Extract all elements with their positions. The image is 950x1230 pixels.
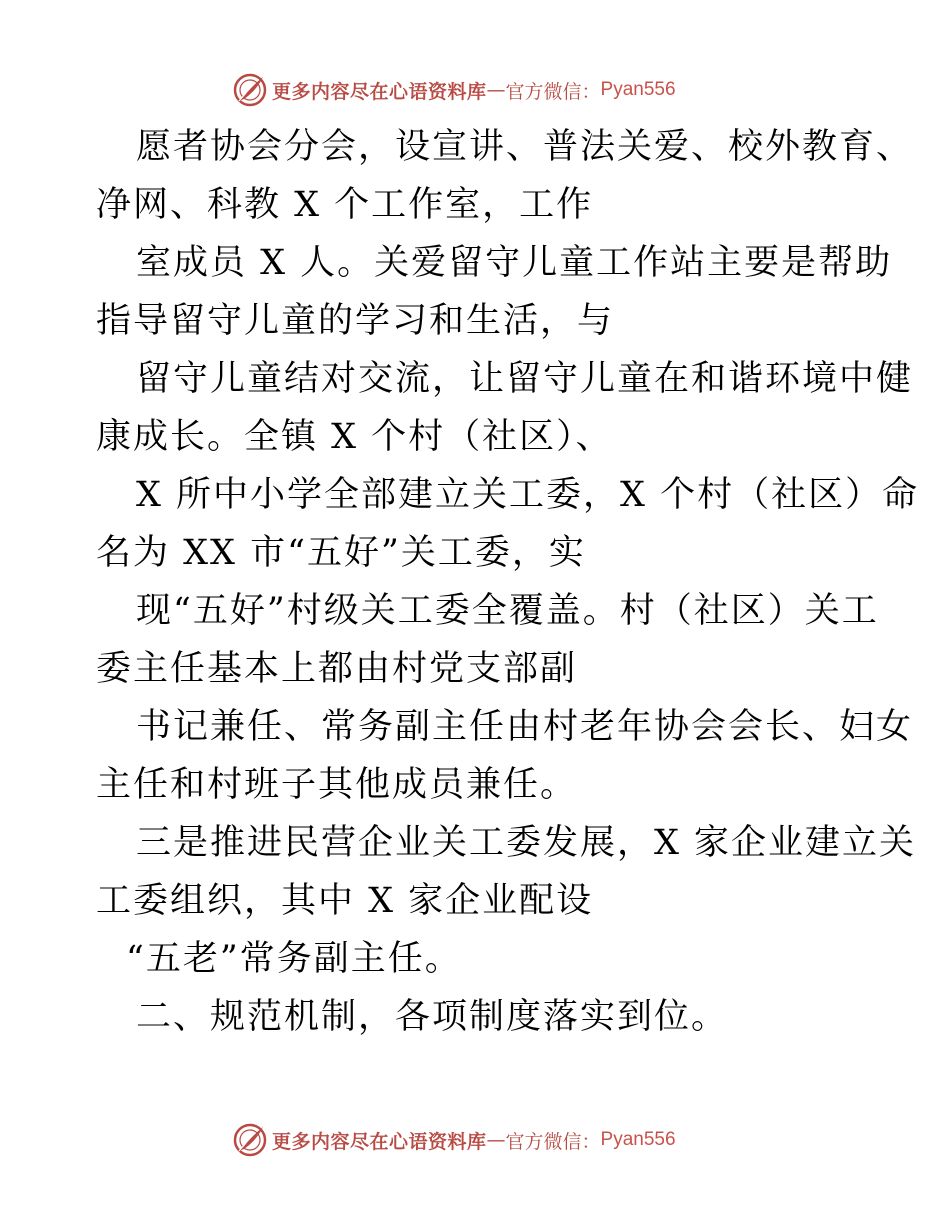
watermark-wechat-id: Pyan556 [600,79,676,100]
footer-watermark [232,1120,676,1160]
body-line-1: 愿者协会分会，设宣讲、普法关爱、校外教育、 [136,127,914,167]
body-line-4: 指导留守儿童的学习和生活，与 [96,301,615,341]
body-line-7: X 所中小学全部建立关工委，X 个村（社区）命 [136,475,920,515]
body-line-10: 委主任基本上都由村党支部副 [96,649,578,689]
watermark-separator: — [486,1129,506,1151]
watermark-wechat-label: 官方微信： [505,80,601,103]
feather-quill-icon [232,72,268,108]
watermark-wechat-label: 官方微信： [505,1130,601,1153]
body-line-8: 名为 XX 市“五好”关工委，实 [96,533,586,573]
body-line-3: 室成员 X 人。关爱留守儿童工作站主要是帮助 [136,243,893,283]
body-line-13: 三是推进民营企业关工委发展，X 家企业建立关 [136,823,917,863]
watermark-brand-text: 更多内容尽在心语资料库 [272,1130,487,1153]
body-line-12: 主任和村班子其他成员兼任。 [96,765,578,805]
watermark-brand-text: 更多内容尽在心语资料库 [272,80,487,103]
section-heading: 二、规范机制，各项制度落实到位。 [136,997,729,1037]
body-line-2: 净网、科教 X 个工作室，工作 [96,185,594,225]
header-watermark [232,70,676,110]
body-line-11: 书记兼任、常务副主任由村老年协会会长、妇女 [136,707,914,747]
body-line-5: 留守儿童结对交流，让留守儿童在和谐环境中健 [136,359,914,399]
document-body [96,118,920,1046]
body-line-9: 现“五好”村级关工委全覆盖。村（社区）关工 [136,591,879,631]
body-line-14: 工委组织，其中 X 家企业配设 [96,881,594,921]
watermark-separator: — [486,79,506,101]
watermark-wechat-id: Pyan556 [600,1129,676,1150]
body-line-6: 康成长。全镇 X 个村（社区）、 [96,417,613,457]
body-line-15: “五老”常务副主任。 [126,939,462,979]
feather-quill-icon [232,1122,268,1158]
